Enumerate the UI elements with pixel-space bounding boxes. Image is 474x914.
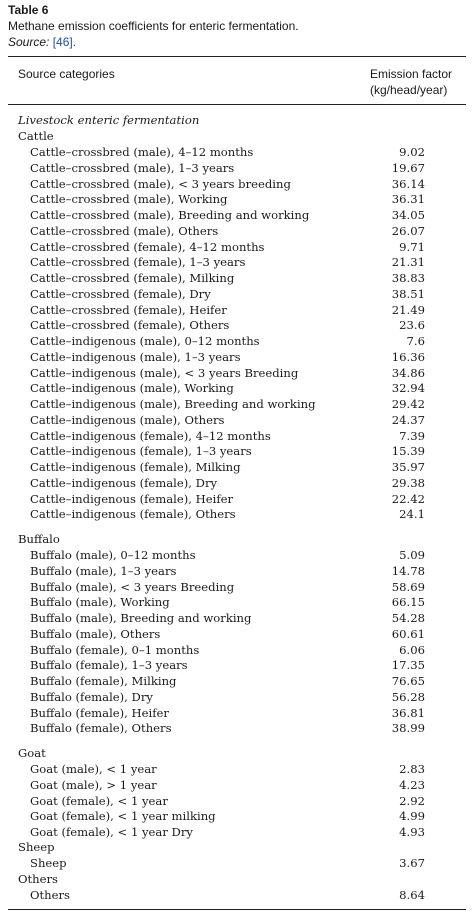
table-row (0, 689, 474, 705)
table-row (0, 176, 474, 192)
row-emission-factor: 6.06 (399, 642, 425, 657)
row-category: Cattle–crossbred (female), Others (30, 318, 230, 333)
row-emission-factor: 32.94 (391, 381, 425, 396)
table-row (0, 808, 474, 824)
row-emission-factor: 9.02 (399, 145, 425, 159)
row-category: Cattle–crossbred (male), 1–3 years (30, 160, 235, 175)
row-emission-factor: 35.97 (391, 460, 425, 474)
row-category: Cattle–crossbred (male), Breeding and working (30, 208, 310, 222)
header-rule (8, 104, 466, 105)
row-category: Cattle–indigenous (female), Milking (30, 460, 241, 474)
row-category: Buffalo (male), Breeding and working (30, 611, 252, 625)
row-category: Cattle–indigenous (female), 1–3 years (30, 444, 252, 459)
table-row (0, 428, 474, 444)
table-row (0, 824, 474, 840)
group-header: Cattle (18, 129, 54, 143)
table-row (0, 349, 474, 365)
row-category: Goat (female), < 1 year milking (30, 809, 216, 824)
table-row (0, 673, 474, 689)
row-category: Cattle–crossbred (female), 1–3 years (30, 255, 246, 270)
table-row (0, 160, 474, 176)
table-row (0, 705, 474, 721)
row-emission-factor: 21.31 (391, 255, 425, 270)
row-emission-factor: 56.28 (391, 689, 425, 704)
source-prefix: Source: (8, 35, 50, 49)
table-caption (8, 2, 299, 50)
row-emission-factor: 8.64 (399, 888, 425, 902)
column-header-source: Source categories (18, 67, 115, 81)
table-row (0, 579, 474, 595)
row-emission-factor: 19.67 (391, 160, 425, 175)
row-emission-factor: 76.65 (391, 674, 425, 688)
bottom-rule (8, 909, 466, 910)
row-emission-factor: 36.31 (391, 192, 425, 207)
table-row (0, 547, 474, 563)
table-row (0, 475, 474, 491)
row-category: Cattle–crossbred (male), Working (30, 192, 228, 207)
row-category: Buffalo (male), 1–3 years (30, 563, 177, 578)
row-emission-factor: 34.86 (391, 365, 425, 380)
row-emission-factor: 60.61 (391, 626, 425, 641)
table-row (0, 506, 474, 522)
column-header-emission-line2: (kg/head/year) (370, 82, 448, 97)
table-row (0, 254, 474, 270)
table-row (0, 443, 474, 459)
table-row (0, 793, 474, 809)
row-emission-factor: 38.83 (391, 271, 425, 285)
row-category: Cattle–crossbred (female), Heifer (30, 302, 227, 317)
row-emission-factor: 4.23 (399, 777, 425, 792)
row-emission-factor: 4.93 (399, 825, 425, 839)
row-category: Cattle–indigenous (male), 0–12 months (30, 334, 260, 348)
row-category: Cattle–crossbred (female), Milking (30, 271, 235, 285)
row-emission-factor: 36.14 (391, 176, 425, 191)
row-category: Cattle–indigenous (female), Others (30, 507, 236, 522)
row-emission-factor: 3.67 (399, 856, 425, 870)
row-emission-factor: 29.38 (391, 475, 425, 490)
row-emission-factor: 38.99 (391, 721, 425, 736)
table-row (0, 887, 474, 903)
section-title: Livestock enteric fermentation (18, 113, 200, 127)
table-row (0, 610, 474, 626)
table-title: Methane emission coefficients for enteric fermentation. (8, 19, 299, 33)
group-header: Goat (18, 746, 46, 760)
row-category: Goat (male), < 1 year (30, 762, 157, 776)
row-emission-factor: 2.83 (399, 762, 425, 776)
table-row (0, 626, 474, 642)
row-emission-factor: 54.28 (391, 611, 425, 625)
row-emission-factor: 58.69 (391, 579, 425, 594)
row-category: Buffalo (female), 0–1 months (30, 642, 200, 657)
row-category: Others (30, 888, 70, 902)
row-category: Buffalo (female), Milking (30, 674, 177, 688)
row-emission-factor: 24.37 (391, 412, 425, 427)
table-row (0, 594, 474, 610)
table-row (0, 459, 474, 475)
row-category: Cattle–indigenous (male), Working (30, 381, 234, 396)
row-emission-factor: 2.92 (399, 793, 425, 808)
row-emission-factor: 29.42 (391, 397, 425, 411)
row-category: Buffalo (female), Heifer (30, 705, 169, 720)
column-header-emission (370, 67, 452, 98)
row-category: Cattle–indigenous (female), Dry (30, 475, 218, 490)
row-emission-factor: 23.6 (399, 318, 425, 333)
row-category: Buffalo (female), Dry (30, 689, 153, 704)
table-row (0, 286, 474, 302)
table-row (0, 761, 474, 777)
row-category: Buffalo (male), Working (30, 595, 170, 610)
table-row (0, 317, 474, 333)
row-emission-factor: 38.51 (391, 286, 425, 301)
row-emission-factor: 22.42 (391, 491, 425, 506)
table-row (0, 239, 474, 255)
table-source (8, 34, 299, 50)
table-row (0, 191, 474, 207)
row-category: Goat (female), < 1 year (30, 793, 168, 808)
row-emission-factor: 15.39 (391, 444, 425, 459)
row-category: Cattle–crossbred (male), Others (30, 223, 219, 238)
source-reference-link[interactable]: [46]. (52, 35, 77, 49)
table-row (0, 207, 474, 223)
row-emission-factor: 7.6 (406, 334, 425, 348)
row-emission-factor: 34.05 (391, 208, 425, 222)
row-category: Cattle–crossbred (male), 4–12 months (30, 145, 254, 159)
row-emission-factor: 26.07 (391, 223, 425, 238)
table-row (0, 302, 474, 318)
row-category: Cattle–crossbred (female), 4–12 months (30, 239, 265, 254)
group-header: Buffalo (18, 532, 60, 546)
table-row (0, 491, 474, 507)
row-emission-factor: 24.1 (399, 507, 425, 522)
row-category: Cattle–indigenous (male), Others (30, 412, 225, 427)
table-row (0, 657, 474, 673)
row-emission-factor: 4.99 (399, 809, 425, 824)
row-category: Buffalo (male), < 3 years Breeding (30, 579, 235, 594)
table-row (0, 144, 474, 160)
row-category: Cattle–indigenous (male), Breeding and working (30, 397, 316, 411)
row-category: Buffalo (male), Others (30, 626, 161, 641)
row-category: Sheep (30, 856, 67, 870)
row-category: Goat (male), > 1 year (30, 777, 157, 792)
table-row (0, 223, 474, 239)
row-emission-factor: 16.36 (391, 349, 425, 364)
row-category: Buffalo (female), 1–3 years (30, 658, 188, 673)
row-emission-factor: 9.71 (399, 239, 425, 254)
row-category: Goat (female), < 1 year Dry (30, 825, 193, 839)
table-row (0, 642, 474, 658)
group-header: Others (18, 872, 58, 886)
row-emission-factor: 17.35 (391, 658, 425, 673)
row-emission-factor: 7.39 (399, 428, 425, 443)
row-category: Buffalo (female), Others (30, 721, 172, 736)
row-category: Cattle–crossbred (male), < 3 years breeding (30, 176, 291, 191)
top-rule (8, 56, 466, 57)
table-row (0, 365, 474, 381)
column-header-emission-line1: Emission factor (370, 67, 453, 81)
table-row (0, 777, 474, 793)
table-row (0, 855, 474, 871)
table-row (0, 380, 474, 396)
row-category: Cattle–crossbred (female), Dry (30, 286, 211, 301)
table-row (0, 563, 474, 579)
table-row (0, 270, 474, 286)
table-label: Table 6 (8, 3, 49, 17)
row-emission-factor: 66.15 (391, 595, 425, 610)
row-category: Cattle–indigenous (female), Heifer (30, 491, 234, 506)
row-emission-factor: 5.09 (399, 548, 425, 562)
row-category: Cattle–indigenous (female), 4–12 months (30, 428, 271, 443)
row-category: Cattle–indigenous (male), 1–3 years (30, 349, 241, 364)
row-emission-factor: 21.49 (391, 302, 425, 317)
table-row (0, 720, 474, 736)
row-category: Buffalo (male), 0–12 months (30, 548, 196, 562)
table-row (0, 333, 474, 349)
group-header: Sheep (18, 840, 55, 854)
row-emission-factor: 36.81 (391, 705, 425, 720)
table-row (0, 412, 474, 428)
row-emission-factor: 14.78 (391, 563, 425, 578)
row-category: Cattle–indigenous (male), < 3 years Breeding (30, 365, 299, 380)
table-row (0, 396, 474, 412)
